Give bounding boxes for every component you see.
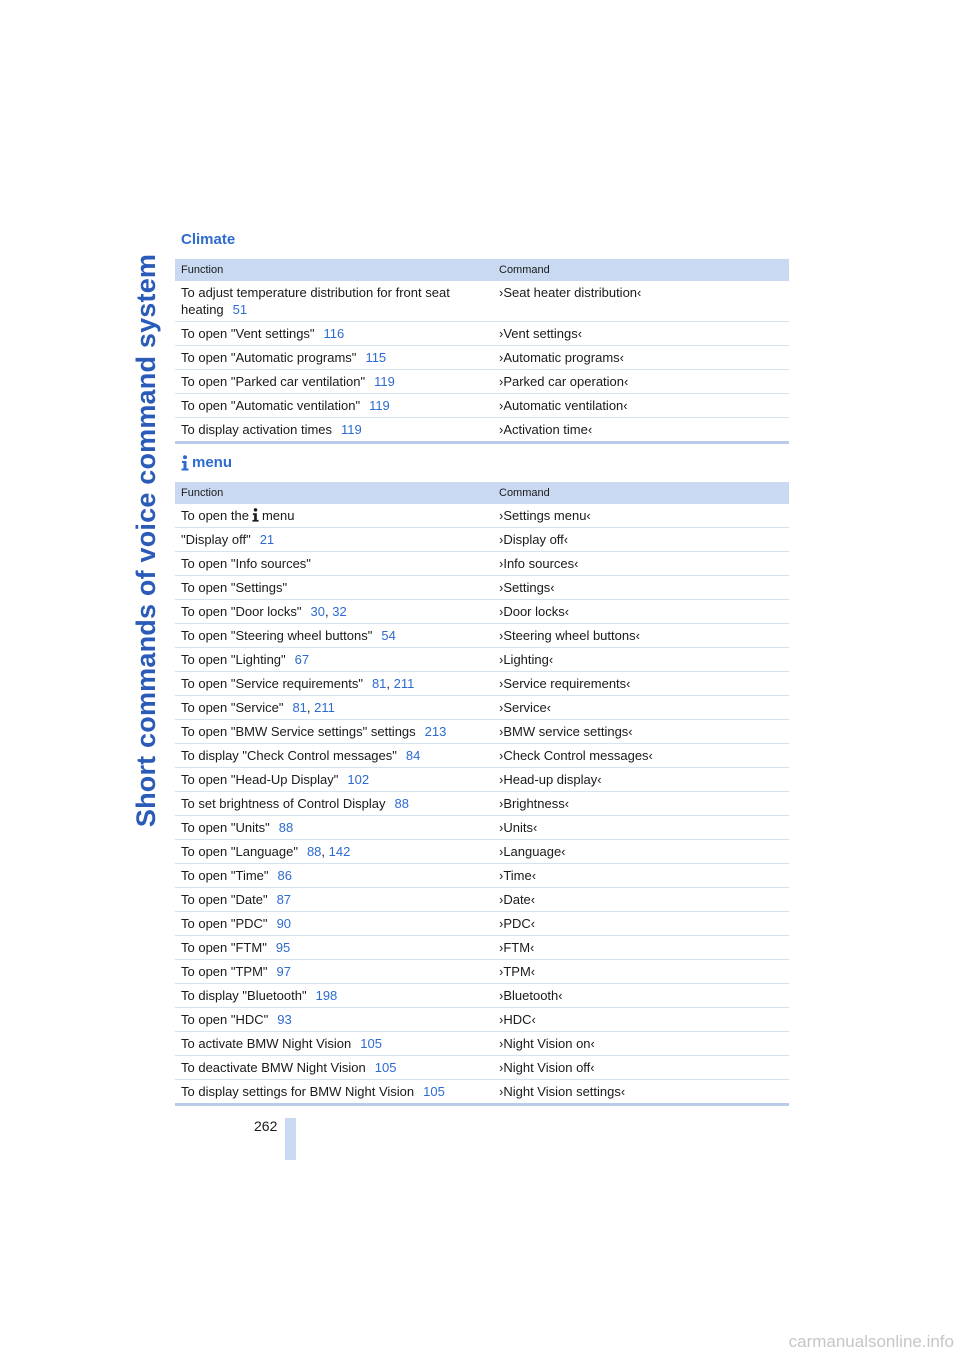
page-reference-link[interactable]: 81 [292, 700, 307, 715]
function-cell [175, 552, 499, 575]
table-row [175, 671, 789, 695]
function-text: To display "Check Control messages" [181, 748, 397, 763]
function-text: To activate BMW Night Vision [181, 1036, 352, 1051]
command-cell: ›Automatic programs‹ [499, 350, 624, 365]
function-cell [175, 912, 499, 935]
command-cell: ›HDC‹ [499, 1012, 536, 1027]
page-reference-link[interactable]: 105 [423, 1084, 445, 1099]
ref-separator: , [321, 844, 329, 859]
command-cell: ›Head-up display‹ [499, 772, 602, 787]
command-cell: ›Settings‹ [499, 580, 555, 595]
command-cell: ›Service‹ [499, 700, 552, 715]
function-cell [175, 888, 499, 911]
table-row [175, 1079, 789, 1103]
page-reference-link[interactable]: 86 [277, 868, 292, 883]
command-cell: ›Time‹ [499, 868, 537, 883]
info-menu-section-title [181, 454, 232, 471]
function-cell [175, 792, 499, 815]
function-text: To open "HDC" [181, 1012, 269, 1027]
function-text: To open "Lighting" [181, 652, 286, 667]
page-reference-link[interactable]: 198 [315, 988, 338, 1003]
table-row [175, 345, 789, 369]
table-row [175, 623, 789, 647]
function-text: To open "Info sources" [181, 556, 311, 571]
table-row [175, 839, 789, 863]
function-cell [175, 281, 499, 321]
page-reference-link[interactable]: 211 [393, 676, 415, 691]
function-cell [175, 720, 499, 743]
page-reference-link[interactable]: 142 [328, 844, 351, 859]
col-function-header: Function [181, 487, 224, 499]
command-cell: ›Check Control messages‹ [499, 748, 653, 763]
function-cell [175, 936, 499, 959]
page-number-bar [285, 1118, 296, 1160]
info-menu-title-text: menu [192, 454, 233, 471]
page-reference-link[interactable]: 116 [323, 326, 345, 341]
table-row [175, 281, 789, 321]
command-cell: ›Night Vision settings‹ [499, 1084, 626, 1099]
page-reference-link[interactable]: 32 [332, 604, 347, 619]
function-text: To deactivate BMW Night Vision [181, 1060, 366, 1075]
table-row [175, 767, 789, 791]
function-text: To open "Units" [181, 820, 270, 835]
function-cell [175, 744, 499, 767]
function-text: menu [261, 508, 295, 523]
command-cell: ›Settings menu‹ [499, 508, 591, 523]
function-text: To open "Steering wheel buttons" [181, 628, 373, 643]
function-cell [175, 600, 499, 623]
table-row [175, 647, 789, 671]
table-row [175, 599, 789, 623]
function-cell [175, 648, 499, 671]
function-cell [175, 960, 499, 983]
function-cell [175, 504, 499, 527]
command-cell: ›Info sources‹ [499, 556, 579, 571]
function-cell [175, 418, 499, 441]
command-cell: ›Language‹ [499, 844, 566, 859]
page-reference-link[interactable]: 213 [424, 724, 447, 739]
table-row [175, 719, 789, 743]
col-command-header: Command [499, 264, 550, 276]
table-row [175, 417, 789, 441]
table-row [175, 369, 789, 393]
function-text: To display settings for BMW Night Vision [181, 1084, 415, 1099]
command-cell: ›Night Vision on‹ [499, 1036, 595, 1051]
info-menu-table-header [175, 482, 789, 504]
info-icon [252, 508, 259, 522]
function-text: To open "Automatic ventilation" [181, 398, 361, 413]
function-cell [175, 394, 499, 417]
page-reference-link[interactable]: 102 [347, 772, 370, 787]
info-menu-table-body [175, 504, 789, 1103]
info-icon [181, 455, 189, 471]
page-reference-link[interactable]: 88 [394, 796, 409, 811]
function-text: To open "FTM" [181, 940, 267, 955]
table-row [175, 791, 789, 815]
table-row [175, 743, 789, 767]
page-reference-link[interactable]: 87 [276, 892, 292, 907]
page-reference-link[interactable]: 67 [294, 652, 310, 667]
function-cell [175, 528, 499, 551]
command-cell: ›Seat heater distribution‹ [499, 285, 642, 300]
page-reference-link[interactable]: 88 [278, 820, 294, 835]
command-cell: ›Lighting‹ [499, 652, 554, 667]
function-text: To display activation times [181, 422, 333, 437]
table-row [175, 1031, 789, 1055]
function-cell [175, 1080, 499, 1103]
page-reference-link[interactable]: 54 [381, 628, 396, 643]
command-cell: ›Steering wheel buttons‹ [499, 628, 640, 643]
function-cell [175, 1032, 499, 1055]
page-reference-link[interactable]: 119 [374, 374, 395, 389]
function-cell [175, 672, 499, 695]
table-row [175, 321, 789, 345]
page-reference-link[interactable]: 21 [259, 532, 275, 547]
function-text: To open "Time" [181, 868, 269, 883]
function-text: To open "Vent settings" [181, 326, 315, 341]
command-cell: ›Vent settings‹ [499, 326, 583, 341]
table-row [175, 393, 789, 417]
table-row [175, 983, 789, 1007]
function-text: "Display off" [181, 532, 251, 547]
command-cell: ›Units‹ [499, 820, 538, 835]
command-cell: ›PDC‹ [499, 916, 536, 931]
side-chapter-title [132, 230, 162, 850]
function-text: To open "Service" [181, 700, 284, 715]
command-cell: ›Activation time‹ [499, 422, 593, 437]
command-cell: ›Service requirements‹ [499, 676, 631, 691]
function-cell [175, 624, 499, 647]
info-menu-table [175, 482, 789, 1106]
table-row [175, 911, 789, 935]
function-cell [175, 576, 499, 599]
page-reference-link[interactable]: 97 [276, 964, 292, 979]
command-cell: ›Date‹ [499, 892, 536, 907]
function-text: To open "Door locks" [181, 604, 302, 619]
page-reference-link[interactable]: 211 [314, 700, 335, 715]
function-cell [175, 984, 499, 1007]
page-number: 262 [254, 1118, 278, 1134]
col-command-header: Command [499, 487, 550, 499]
table-row [175, 935, 789, 959]
command-cell: ›BMW service settings‹ [499, 724, 633, 739]
col-function-header: Function [181, 264, 224, 276]
command-cell: ›Automatic ventilation‹ [499, 398, 628, 413]
watermark: carmanualsonline.info [788, 1332, 954, 1351]
table-row [175, 575, 789, 599]
page-reference-link[interactable]: 93 [277, 1012, 292, 1027]
page-reference-link[interactable]: 95 [275, 940, 291, 955]
page-reference-link[interactable]: 119 [341, 422, 362, 437]
function-cell [175, 370, 499, 393]
function-cell [175, 322, 499, 345]
function-text: To open "Date" [181, 892, 268, 907]
function-text: To display "Bluetooth" [181, 988, 307, 1003]
climate-table-header [175, 259, 789, 281]
table-row [175, 1055, 789, 1079]
climate-title-text: Climate [181, 231, 236, 248]
function-cell [175, 840, 499, 863]
function-text: To open "Automatic programs" [181, 350, 357, 365]
function-text: To open "Language" [181, 844, 298, 859]
table-row [175, 1007, 789, 1031]
function-text: To adjust temperature distribution for front seat heating [181, 285, 450, 317]
table-row [175, 863, 789, 887]
page-reference-link[interactable]: 84 [405, 748, 421, 763]
function-cell [175, 696, 499, 719]
page-reference-link[interactable]: 90 [276, 916, 292, 931]
command-cell: ›Night Vision off‹ [499, 1060, 595, 1075]
function-cell [175, 1056, 499, 1079]
function-text: To open "Head-Up Display" [181, 772, 339, 787]
function-text: To set brightness of Control Display [181, 796, 386, 811]
table-row [175, 551, 789, 575]
command-cell: ›Bluetooth‹ [499, 988, 563, 1003]
table-row [175, 695, 789, 719]
function-cell [175, 864, 499, 887]
climate-table [175, 259, 789, 444]
function-text: To open "Parked car ventilation" [181, 374, 366, 389]
page-reference-link[interactable]: 119 [369, 398, 390, 413]
command-cell: ›Door locks‹ [499, 604, 570, 619]
table-row [175, 815, 789, 839]
table-row [175, 504, 789, 527]
command-cell: ›Display off‹ [499, 532, 569, 547]
function-cell [175, 816, 499, 839]
function-text: To open the [181, 508, 249, 523]
function-text: To open "Service requirements" [181, 676, 363, 691]
function-cell [175, 768, 499, 791]
page-reference-link[interactable]: 115 [365, 350, 387, 365]
function-text: To open "Settings" [181, 580, 288, 595]
function-text: To open "BMW Service settings" settings [181, 724, 416, 739]
page-reference-link[interactable]: 105 [374, 1060, 397, 1075]
command-cell: ›TPM‹ [499, 964, 536, 979]
page-reference-link[interactable]: 81 [371, 676, 387, 691]
function-cell [175, 1008, 499, 1031]
function-text: To open "TPM" [181, 964, 268, 979]
command-cell: ›Parked car operation‹ [499, 374, 629, 389]
command-cell: ›Brightness‹ [499, 796, 570, 811]
page-reference-link[interactable]: 105 [360, 1036, 382, 1051]
page-reference-link[interactable]: 51 [232, 302, 248, 317]
function-cell [175, 346, 499, 369]
command-cell: ›FTM‹ [499, 940, 535, 955]
ref-separator: , [386, 676, 394, 691]
page-reference-link[interactable]: 88 [306, 844, 322, 859]
climate-table-body [175, 281, 789, 441]
climate-section-title [181, 231, 235, 248]
side-chapter-title-text: Short commands of voice command system [131, 253, 162, 827]
page-reference-link[interactable]: 30 [310, 604, 325, 619]
table-row [175, 527, 789, 551]
table-row [175, 887, 789, 911]
table-row [175, 959, 789, 983]
function-text: To open "PDC" [181, 916, 268, 931]
ref-separator: , [324, 604, 333, 619]
ref-separator: , [306, 700, 315, 715]
